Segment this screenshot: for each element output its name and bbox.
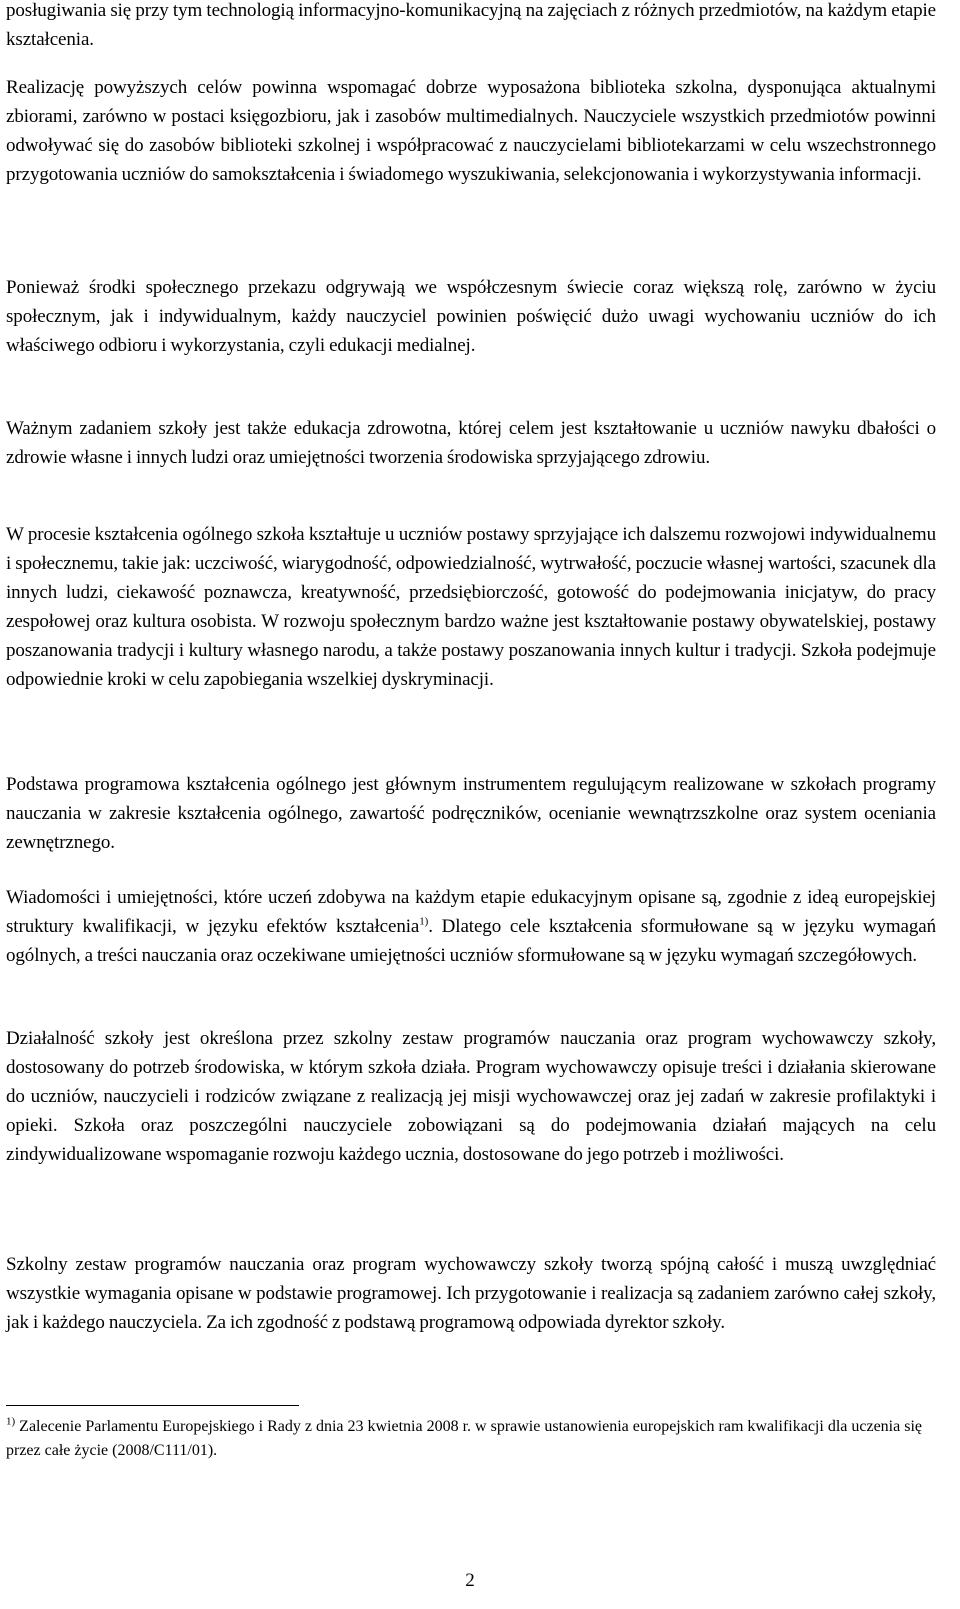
paragraph-8: Działalność szkoły jest określona przez szkolny zestaw programów nauczania oraz program wychowawczy szkoły, dostosowany do potrzeb środowiska, w którym szkoła działa. Program wychowawczy opisuje treści i działania skierowane do uczniów, nauczycieli i rodziców związane z realizacją jej misji wychowawczej oraz jej zadań w zakresie profilaktyki i opieki. Szkoła oraz poszczególni nauczyciele zobowiązani są do podejmowania działań mających na celu zindywidualizowane wspomaganie rozwoju każdego ucznia, dostosowane do jego potrzeb i możliwości. — [6, 1028, 936, 1165]
footnote-divider — [6, 1405, 299, 1406]
footnote-text: Zalecenie Parlamentu Europejskiego i Rady z dnia 23 kwietnia 2008 r. w sprawie ustanowienia europejskich ram kwalifikacji dla uczenia się przez całe życie (2008/C111/01). — [6, 1418, 922, 1459]
paragraph-3: Ponieważ środki społecznego przekazu odgrywają we współczesnym świecie coraz większą rolę, zarówno w życiu społecznym, jak i indywidualnym, każdy nauczyciel powinien poświęcić dużo uwagi wychowaniu uczniów do ich właściwego odbioru i wykorzystania, czyli edukacji medialnej. — [6, 277, 936, 356]
paragraph-7-text-a: Wiadomości i umiejętności, które uczeń zdobywa na każdym etapie edukacyjnym opisane są, zgodnie z ideą europejskiej struktury kwalifikacji, w języku efektów kształcenia — [6, 887, 936, 937]
paragraph-7 — [6, 883, 936, 970]
paragraph-2: Realizację powyższych celów powinna wspomagać dobrze wyposażona biblioteka szkolna, dysponująca aktualnymi zbiorami, zarówno w postaci księgozbioru, jak i zasobów multimedialnych. Nauczyciele wszystkich przedmiotów powinni odwoływać się do zasobów biblioteki szkolnej i współpracować z nauczycielami bibliotekarzami w celu wszechstronnego przygotowania uczniów do samokształcenia i świadomego wyszukiwania, selekcjonowania i wykorzystywania informacji. — [6, 77, 936, 185]
paragraph-5: W procesie kształcenia ogólnego szkoła kształtuje u uczniów postawy sprzyjające ich dalszemu rozwojowi indywidualnemu i społecznemu, takie jak: uczciwość, wiarygodność, odpowiedzialność, wytrwałość, poczucie własnej wartości, szacunek dla innych ludzi, ciekawość poznawcza, kreatywność, przedsiębiorczość, gotowość do podejmowania inicjatyw, do pracy zespołowej oraz kultura osobista. W rozwoju społecznym bardzo ważne jest kształtowanie postawy obywatelskiej, postawy poszanowania tradycji i kultury własnego narodu, a także postawy poszanowania innych kultur i tradycji. Szkoła podejmuje odpowiednie kroki w celu zapobiegania wszelkiej dyskryminacji. — [6, 524, 936, 690]
paragraph-1: posługiwania się przy tym technologią informacyjno-komunikacyjną na zajęciach z różnych przedmiotów, na każdym etapie kształcenia. — [6, 0, 936, 50]
paragraph-4: Ważnym zadaniem szkoły jest także edukacja zdrowotna, której celem jest kształtowanie u uczniów nawyku dbałości o zdrowie własne i innych ludzi oraz umiejętności tworzenia środowiska sprzyjającego zdrowiu. — [6, 418, 936, 468]
footnote-reference: 1) — [419, 915, 429, 928]
footnote-marker: 1) — [6, 1415, 16, 1428]
paragraph-7-text-b: . Dlatego cele kształcenia sformułowane są w języku wymagań ogólnych, a treści nauczania oraz oczekiwane umiejętności uczniów sformułowane są w języku wymagań szczegółowych. — [6, 916, 936, 966]
paragraph-9: Szkolny zestaw programów nauczania oraz program wychowawczy szkoły tworzą spójną całość i muszą uwzględniać wszystkie wymagania opisane w podstawie programowej. Ich przygotowanie i realizacja są zadaniem zarówno całej szkoły, jak i każdego nauczyciela. Za ich zgodność z podstawą programową odpowiada dyrektor szkoły. — [6, 1254, 936, 1333]
footnote — [6, 1415, 936, 1463]
paragraph-6: Podstawa programowa kształcenia ogólnego jest głównym instrumentem regulującym realizowane w szkołach programy nauczania w zakresie kształcenia ogólnego, zawartość podręczników, ocenianie wewnątrzszkolne oraz system oceniania zewnętrznego. — [6, 774, 936, 853]
page-number: 2 — [465, 1570, 475, 1591]
